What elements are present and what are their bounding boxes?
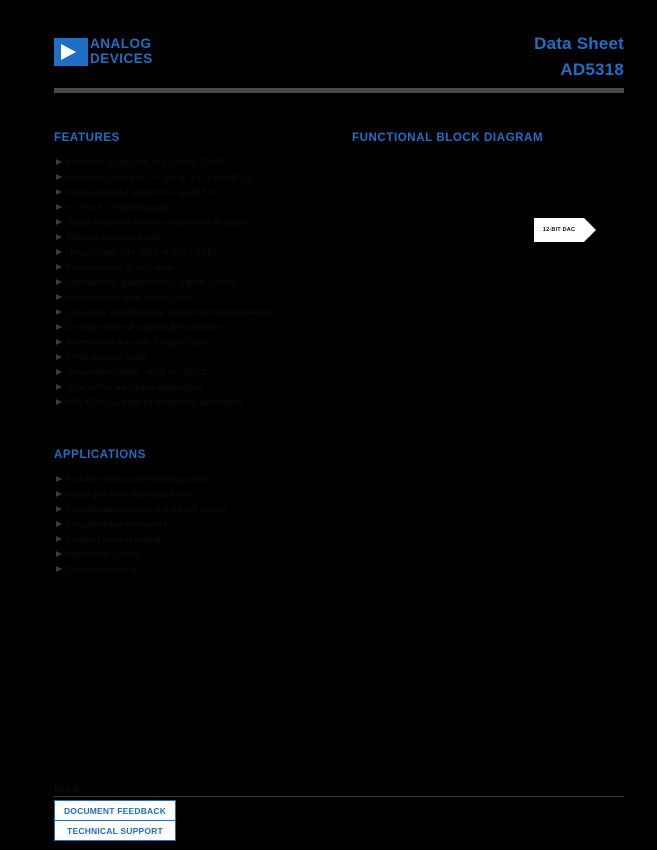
list-item: Programmable voltage and current sources [54,502,334,517]
logo-wordmark-line2: DEVICES [90,51,153,66]
list-item: Output range: 0 to VREF or 0 to 2 VREF [54,245,334,260]
part-number: AD5318 [560,60,624,79]
features-heading: FEATURES [54,132,120,144]
list-item: Portable battery-powered instruments [54,472,334,487]
list-item: Guaranteed monotonic by design over all codes [54,215,334,230]
revision-label: Rev. B [54,784,80,794]
list-item: Power-down to 1 µA @ 3 V, 2 µA @ 5 V [54,185,334,200]
list-item: Low power operation: 0.7 mA @ 3 V, 1 mA @ 5 V [54,170,334,185]
footer-button-group [54,800,176,841]
technical-support-button[interactable]: TECHNICAL SUPPORT [55,820,175,840]
list-item: Temperature range: −40°C to +105°C [54,365,334,380]
list-item: Programmable attenuators [54,517,334,532]
applications-list [54,472,334,577]
list-item: Digital gain and offset adjustment [54,487,334,502]
functional-block-diagram [352,155,624,425]
list-item: 2.5 V to 5.5 V power supply [54,200,334,215]
analog-devices-logo-icon [54,38,88,66]
list-item: Low power serial interface with Schmitt-triggered inputs [54,305,334,320]
list-item: Power-on reset to zero scale [54,260,334,275]
features-list [54,155,334,410]
list-item: 8-channel, 10-bit DAC in a 16-lead TSSOP [54,155,334,170]
list-item: Qualified for automotive applications [54,380,334,395]
list-item: Simultaneous update of DAC outputs (LDAC) [54,275,334,290]
document-feedback-button[interactable]: DOCUMENT FEEDBACK [55,801,175,820]
footer-divider [54,796,624,797]
list-item: Automotive systems [54,547,334,562]
analog-devices-logo [54,36,179,68]
list-item: Reference buffers with 2 V gain option [54,335,334,350]
logo-wordmark-line1: ANALOG [90,36,152,51]
document-type: Data Sheet [534,34,624,53]
logo-wordmark [90,36,153,66]
list-item: Optical networking [54,562,334,577]
list-item: Buffered reference inputs [54,230,334,245]
list-item: On-chip rail-to-rail output buffer amplifiers [54,320,334,335]
list-item: AEC-Q100 qualified for automotive applications [54,395,334,410]
list-item: Asynchronous clear facility (CLR) [54,290,334,305]
functional-block-diagram-heading: FUNCTIONAL BLOCK DIAGRAM [352,132,544,144]
list-item: SYNC interrupt facility [54,350,334,365]
list-item: Industrial process control [54,532,334,547]
header-divider [54,88,624,93]
applications-heading: APPLICATIONS [54,449,146,461]
dac-block: 12-BIT DAC [534,218,584,242]
